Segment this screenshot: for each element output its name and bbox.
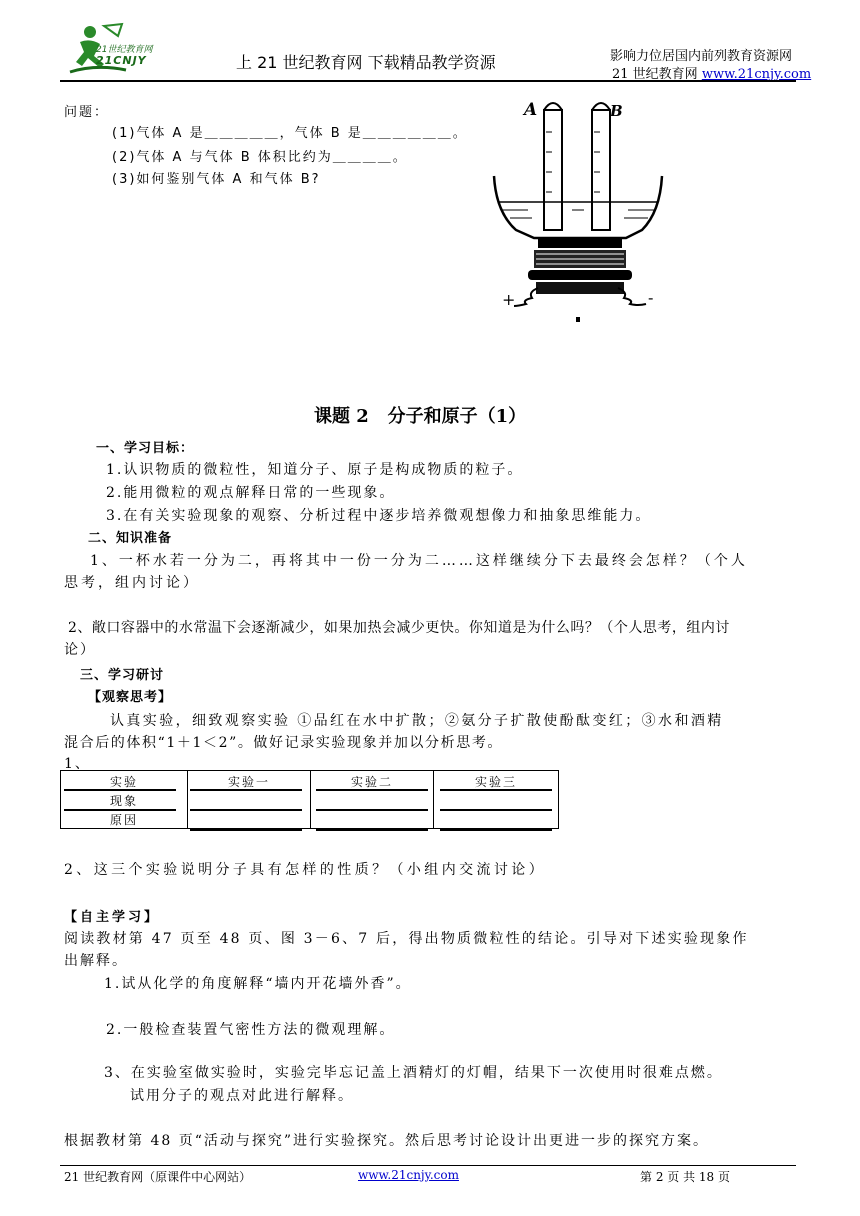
gas-a-label: A — [524, 100, 538, 120]
minus-terminal-label: - — [648, 288, 654, 307]
table-underline — [440, 789, 552, 791]
table-number: 1、 — [64, 756, 91, 772]
footer-site-link[interactable]: www.21cnjy.com — [358, 1168, 459, 1182]
self-study-item-1: 1.试从化学的角度解释“墙内开花墙外香”。 — [104, 976, 412, 992]
table-header-cell: 实验二 — [311, 771, 434, 791]
question-2: (2)气体 A 与气体 B 体积比约为＿＿＿＿。 — [112, 150, 408, 165]
table-underline — [440, 829, 552, 831]
electrolysis-figure — [488, 92, 668, 324]
self-study-item-2: 2.一般检查装置气密性方法的微观理解。 — [106, 1022, 396, 1038]
table-cell-blank — [434, 809, 559, 829]
observe-heading: 【观察思考】 — [88, 690, 173, 705]
goal-3: 3.在有关实验现象的观察、分析过程中逐步培养微观想像力和抽象思维能力。 — [106, 508, 652, 524]
table-header-cell: 实验三 — [434, 771, 559, 791]
part3-q2: 2、这三个实验说明分子具有怎样的性质？（小组内交流讨论） — [64, 862, 547, 878]
observe-line2: 混合后的体积“1＋1＜2”。做好记录实验现象并加以分析思考。 — [64, 735, 504, 751]
header-title: 上 21 世纪教育网 下载精品教学资源 — [236, 53, 496, 72]
table-underline — [316, 809, 428, 811]
table-row-label: 现象 — [61, 790, 188, 809]
header-right-line1: 影响力位居国内前列教育资源网 — [610, 49, 793, 64]
logo-text-top: 21世纪教育网 — [96, 45, 153, 55]
prep-q1-line1: 1、一杯水若一分为二，再将其中一份一分为二……这样继续分下去最终会怎样？（个人 — [90, 553, 748, 569]
footer-page-number: 第 2 页 共 18 页 — [640, 1170, 730, 1184]
table-underline — [190, 829, 302, 831]
part3-heading: 三、学习研讨 — [80, 668, 165, 683]
prep-q2-line2: 论） — [64, 642, 96, 658]
self-study-item-3-line1: 3、在实验室做实验时，实验完毕忘记盖上酒精灯的灯帽，结果下一次使用时很难点燃。 — [104, 1065, 723, 1081]
question-1: (1)气体 A 是＿＿＿＿＿，气体 B 是＿＿＿＿＿＿。 — [112, 126, 468, 141]
table-underline — [440, 809, 552, 811]
header-logo — [66, 22, 166, 80]
plus-terminal-label: + — [502, 290, 516, 309]
table-underline — [316, 829, 428, 831]
table-underline — [190, 789, 302, 791]
goal-1: 1.认识物质的微粒性，知道分子、原子是构成物质的粒子。 — [106, 462, 524, 478]
self-study-item-3-line2: 试用分子的观点对此进行解释。 — [130, 1088, 354, 1104]
self-study-last-line: 根据教材第 48 页“活动与探究”进行实验探究。然后思考讨论设计出更进一步的探究方案。 — [64, 1133, 710, 1149]
self-study-intro-line2: 出解释。 — [64, 953, 128, 969]
table-cell-blank — [188, 790, 311, 809]
table-cell-blank — [434, 790, 559, 809]
prep-q2-line1: 2、敞口容器中的水常温下会逐渐减少，如果加热会减少更快。你知道是为什么吗？（个人思考，组内讨 — [68, 620, 730, 636]
table-header-cell: 实验一 — [188, 771, 311, 791]
goal-2: 2.能用微粒的观点解释日常的一些现象。 — [106, 485, 396, 501]
table-underline — [64, 809, 176, 811]
questions-label: 问题： — [64, 105, 110, 120]
footer-left: 21 世纪教育网（原课件中心网站） — [64, 1170, 252, 1184]
self-study-heading: 【自主学习】 — [64, 910, 161, 925]
header-site-link[interactable]: www.21cnjy.com — [701, 67, 812, 82]
header-site-label: 21 世纪教育网 — [612, 67, 702, 82]
table-underline — [190, 809, 302, 811]
header-rule — [60, 80, 796, 82]
table-cell-blank — [188, 809, 311, 829]
observe-line1: 认真实验，细致观察实验 ①品红在水中扩散；②氨分子扩散使酚酞变红；③水和酒精 — [110, 713, 724, 729]
table-cell-blank — [311, 790, 434, 809]
prep-q1-line2: 思考，组内讨论） — [64, 575, 200, 591]
table-header-cell: 实验 — [61, 771, 188, 791]
self-study-intro-line1: 阅读教材第 47 页至 48 页、图 3－6、7 后，得出物质微粒性的结论。引导对下述实验现象作 — [64, 931, 749, 947]
question-3: (3)如何鉴别气体 A 和气体 B? — [112, 172, 321, 187]
part2-heading: 二、知识准备 — [88, 531, 173, 546]
gas-b-label: B — [610, 102, 623, 120]
footer-rule — [60, 1165, 796, 1166]
table-row-label: 原因 — [61, 809, 188, 829]
logo-text-bottom: 21CNJY — [96, 54, 147, 67]
table-cell-blank — [311, 809, 434, 829]
table-underline — [64, 789, 176, 791]
experiment-table — [60, 770, 559, 829]
section-title: 课题 2 分子和原子（1） — [314, 406, 527, 427]
part1-heading: 一、学习目标： — [96, 441, 195, 456]
table-underline — [316, 789, 428, 791]
